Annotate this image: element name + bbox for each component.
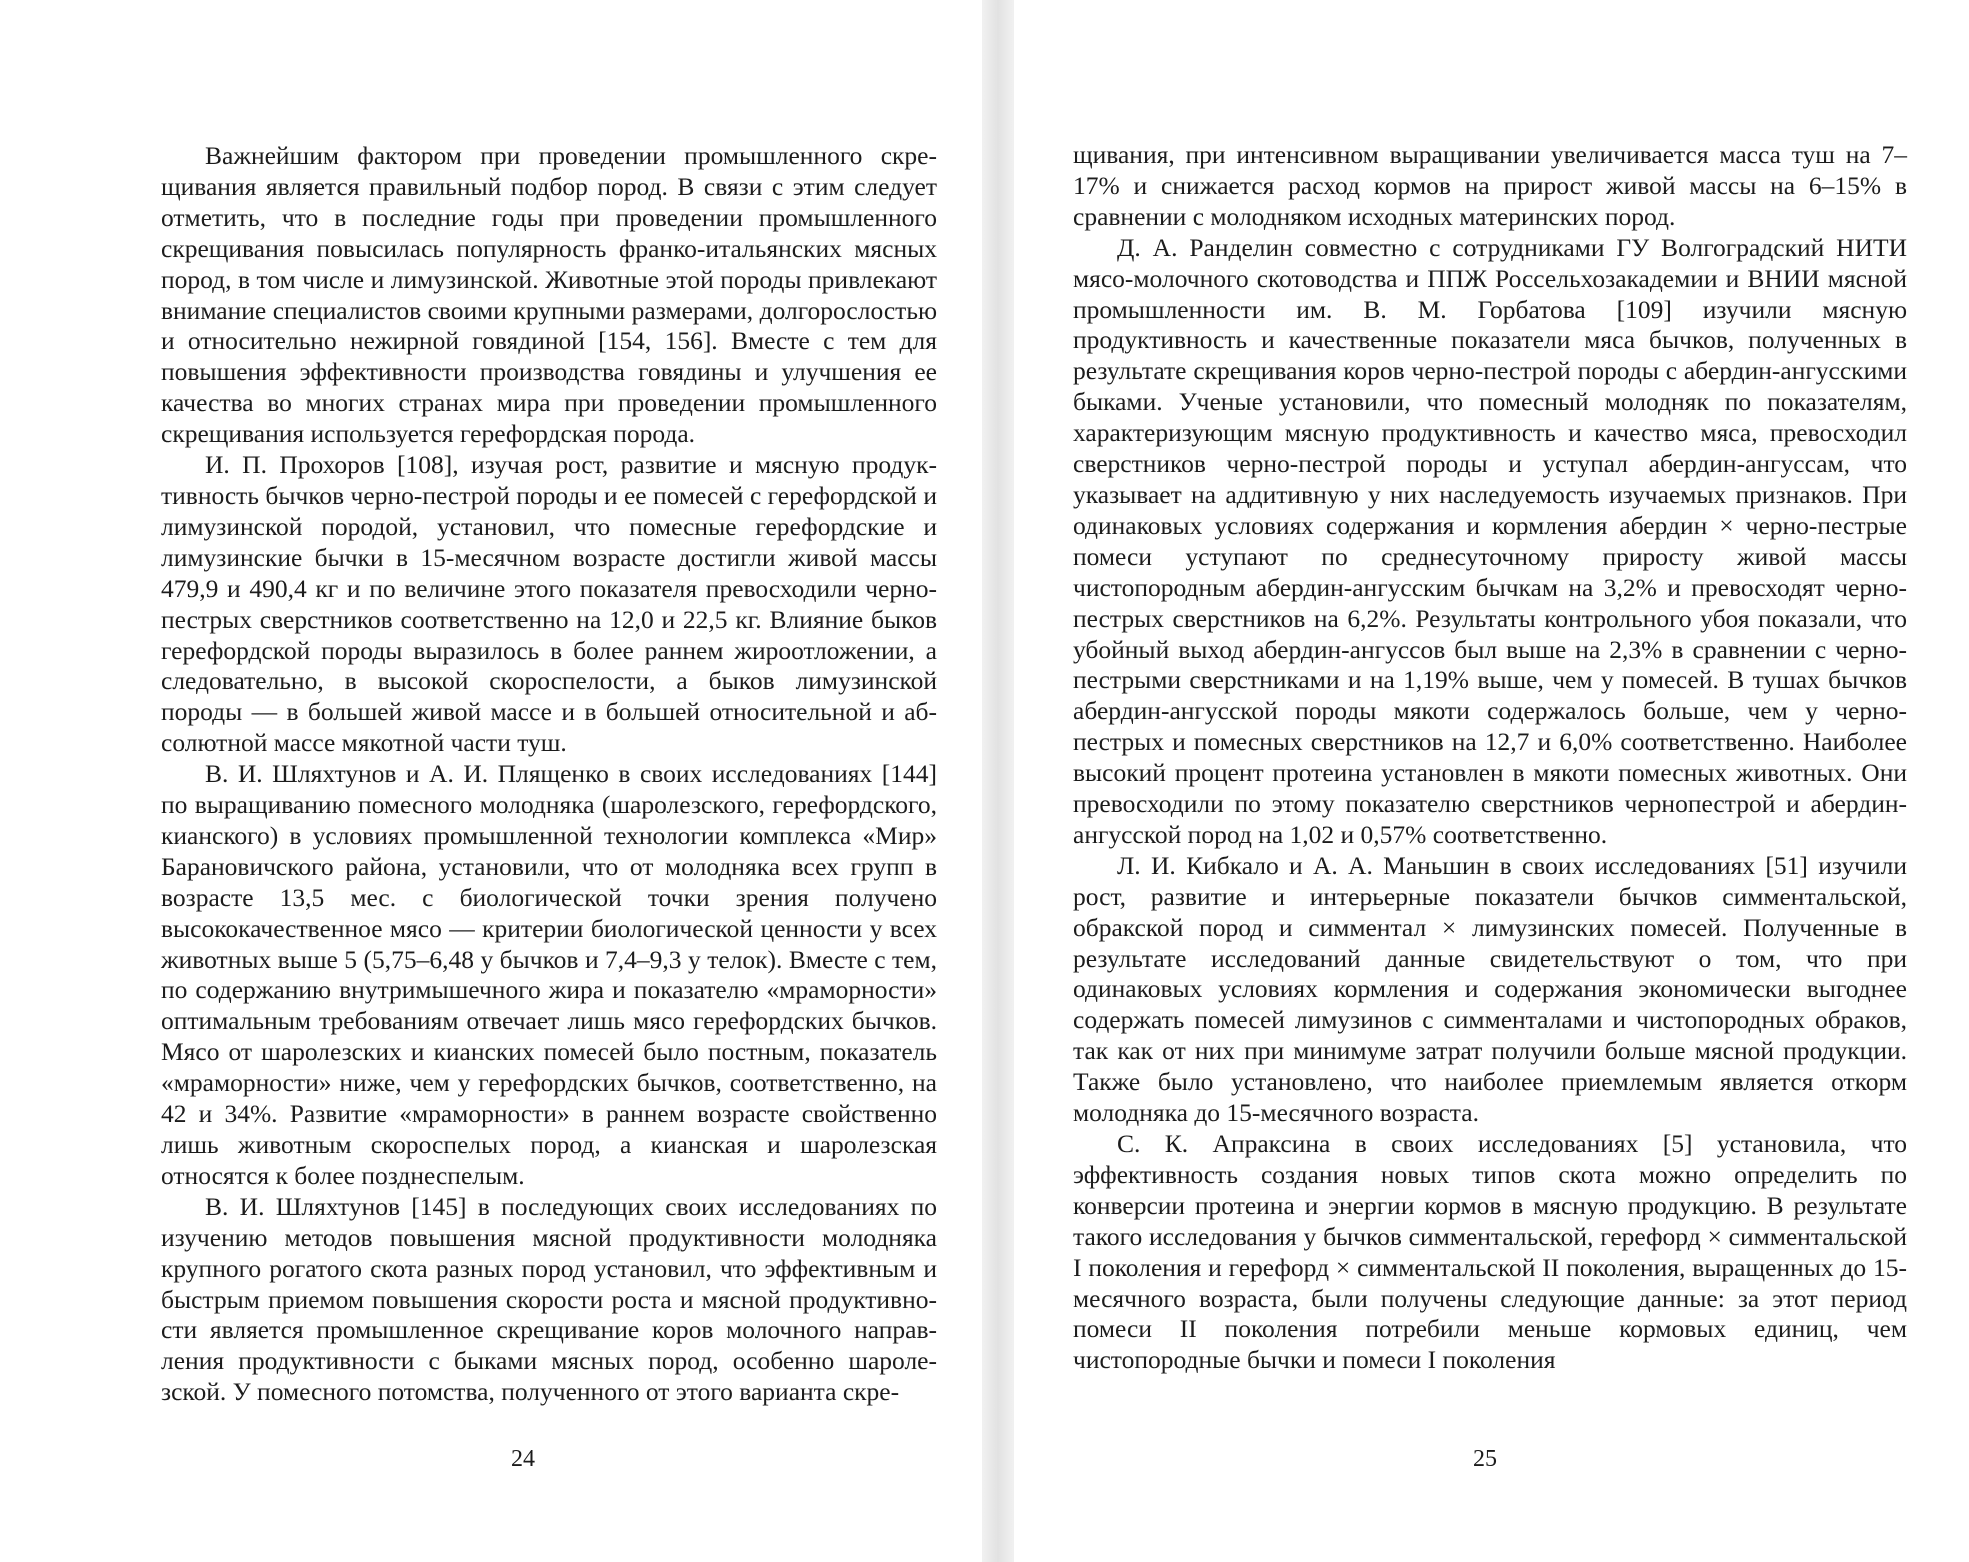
book-gutter bbox=[982, 0, 1014, 1562]
left-page-text bbox=[161, 141, 937, 1408]
paragraph: Л. И. Кибкало и А. А. Маньшин в своих исследованиях [51] изучили рост, развитие и интерьерные показатели бычков симментальской, обракской пород и симментал × лимузинских помесей. Полученные в результате исследований данные свидетельствуют о том, что при одинаковых условиях кормления и содержания экономически выгоднее содержать помесей лимузинов с симменталами и чистопородных обраков, так как от них при минимуме затрат получили больше мясной продукции. Также было установлено, что наиболее приемлемым является откорм молодняка до 15-месячного возраста. bbox=[1073, 850, 1907, 1128]
page-number: 25 bbox=[1473, 1446, 1497, 1472]
right-page-text bbox=[1073, 140, 1907, 1376]
paragraph: И. П. Прохоров [108], изучая рост, развитие и мясную продуктивность бычков черно-пестрой породы и ее помесей с герефордской и лимузинской породой, установил, что помесные герефордские и лимузинские бычки в 15-месячном возрасте достигли живой массы 479,9 и 490,4 кг и по величине этого показателя превосходили чернопестрых сверстников соответственно на 12,0 и 22,5 кг. Влияние быков герефордской породы выразилось в более раннем жироотложении, а следовательно, в высокой скороспелости, а быков лимузинской породы — в большей живой массе и в большей относительной и абсолютной массе мякотной части туш. bbox=[161, 450, 937, 758]
continued-paragraph: щивания, при интенсивном выращивании увеличивается масса туш на 7–17% и снижается расход кормов на прирост живой массы на 6–15% в сравнении с молодняком исходных материнских пород. bbox=[1073, 140, 1907, 231]
page-number: 24 bbox=[511, 1446, 535, 1472]
paragraph: Д. А. Ранделин совместно с сотрудниками ГУ Волгоградский НИТИ мясо-молочного скотоводства и ППЖ Россельхозакадемии и ВНИИ мясной промышленности им. В. М. Горбатова [109] изучили мясную продуктивность и качественные показатели мяса бычков, полученных в результате скрещивания коров черно-пестрой породы с абердин-ангусскими быками. Ученые установили, что помесный молодняк по показателям, характеризующим мясную продуктивность и качество мяса, превосходил сверстников черно-пестрой породы и уступал абердин-ангуссам, что указывает на аддитивную у них наследуемость изучаемых признаков. При одинаковых условиях содержания и кормления абердин × черно-пестрые помеси уступают по среднесуточному приросту живой массы чистопородным абердин-ангусским бычкам на 3,2% и превосходят черно-пестрых сверстников на 6,2%. Результаты контрольного убоя показали, что убойный выход абердин-ангуссов был выше на 2,3% в сравнении с черно-пестрыми сверстниками и на 1,19% выше, чем у помесей. В тушах бычков абердин-ангусской породы мякоти содержалось больше, чем у чернопестрых и помесных сверстников на 12,7 и 6,0% соответственно. Наиболее высокий процент протеина установлен в мякоти помесных животных. Они превосходили по этому показателю сверстников чернопестрой и абердин-ангусской пород на 1,02 и 0,57% соответственно. bbox=[1073, 232, 1907, 849]
paragraph: Важнейшим фактором при проведении промышленного скрещивания является правильный подбор пород. В связи с этим следует отметить, что в последние годы при проведении промышленного скрещивания повысилась популярность франко-итальянских мясных пород, в том числе и лимузинской. Животные этой породы привлекают внимание специалистов своими крупными размерами, долгорослостью и относительно нежирной говядиной [154, 156]. Вместе с тем для повышения эффективности производства говядины и улучшения ее качества во многих странах мира при проведении промышленного скрещивания используется герефордская порода. bbox=[161, 141, 937, 449]
paragraph: В. И. Шляхтунов и А. И. Плященко в своих исследованиях [144] по выращиванию помесного молодняка (шаролезского, герефордского, кианского) в условиях промышленной технологии комплекса «Мир» Барановичского района, установили, что от молодняка всех групп в возрасте 13,5 мес. с биологической точки зрения получено высококачественное мясо — критерии биологической ценности у всех животных выше 5 (5,75–6,48 у бычков и 7,4–9,3 у телок). Вместе с тем, по содержанию внутримышечного жира и показателю «мраморности» оптимальным требованиям отвечает лишь мясо герефордских бычков. Мясо от шаролезских и кианских помесей было постным, показатель «мраморности» ниже, чем у герефордских бычков, соответственно, на 42 и 34%. Развитие «мраморности» в раннем возрасте свойственно лишь животным скороспелых пород, а кианская и шаролезская относятся к более позднеспелым. bbox=[161, 759, 937, 1190]
right-page bbox=[1014, 0, 1969, 1562]
paragraph: С. К. Апраксина в своих исследованиях [5] установила, что эффективность создания новых типов скота можно определить по конверсии протеина и энергии кормов в мясную продукцию. В результате такого исследования у бычков симментальской, герефорд × симментальской I поколения и герефорд × симментальской II поколения, выращенных до 15-месячного возраста, были получены следующие данные: за этот период помеси II поколения потребили меньше кормовых единиц, чем чистопородные бычки и помеси I поколения bbox=[1073, 1129, 1907, 1375]
left-page bbox=[0, 0, 982, 1562]
paragraph: В. И. Шляхтунов [145] в последующих своих исследованиях по изучению методов повышения мясной продуктивности молодняка крупного рогатого скота разных пород установил, что эффективным и быстрым приемом повышения скорости роста и мясной продуктивности является промышленное скрещивание коров молочного направления продуктивности с быками мясных пород, особенно шаролезской. У помесного потомства, полученного от этого варианта скре- bbox=[161, 1191, 937, 1407]
